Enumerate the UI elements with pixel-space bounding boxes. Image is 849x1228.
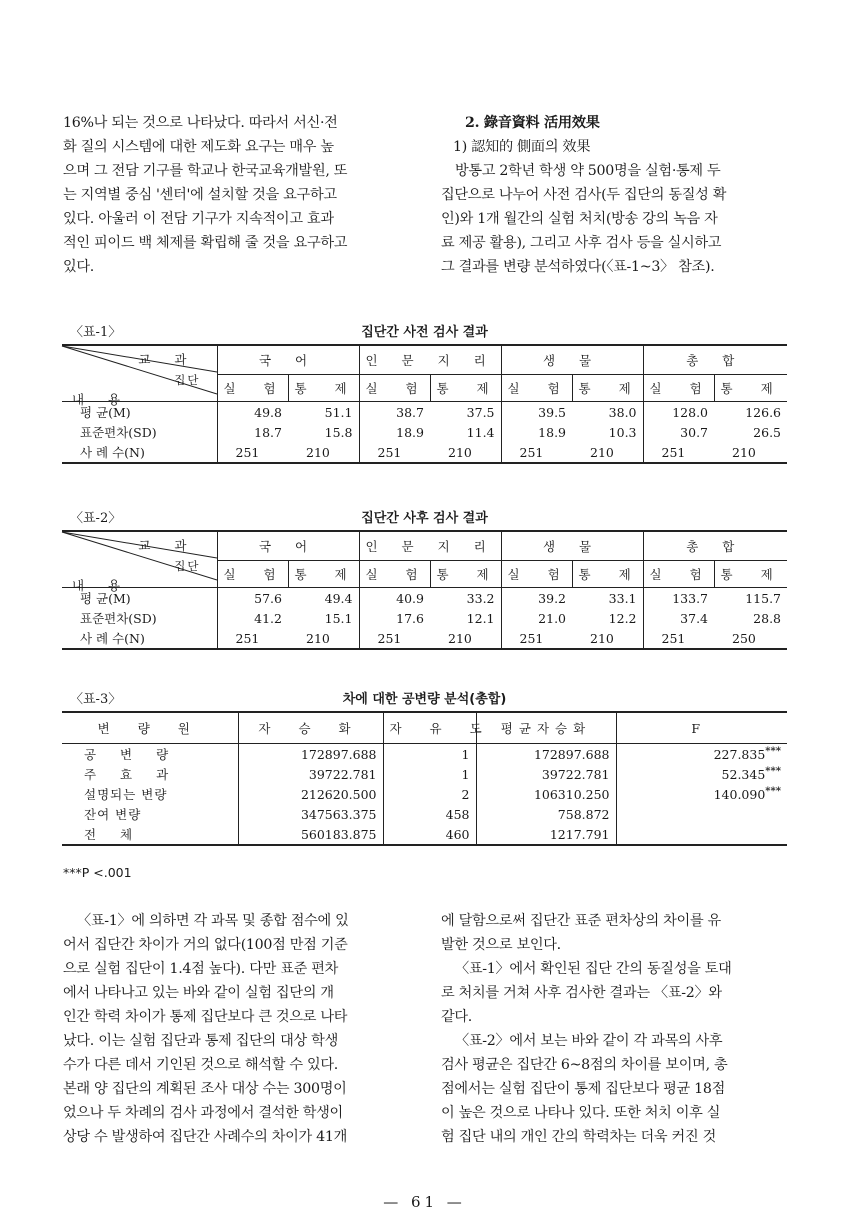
corner-group-label: 집단 xyxy=(174,373,201,387)
table2-caption xyxy=(62,507,787,525)
text-line: 에서 나타나고 있는 바와 같이 실험 집단의 개 xyxy=(63,985,334,1001)
text-line: 었으나 두 차례의 검사 과정에서 결석한 학생이 xyxy=(63,1105,343,1121)
text-line: 본래 양 집단의 계획된 조사 대상 수는 300명이 xyxy=(63,1081,347,1097)
subject-header: 생 물 xyxy=(501,345,643,375)
table3-ancova xyxy=(62,711,787,846)
table-cell: 49.4 xyxy=(288,588,359,609)
table-cell: 15.1 xyxy=(288,608,359,628)
table-row xyxy=(62,402,787,423)
text-line: 험 집단 내의 개인 간의 학력차는 더욱 커진 것 xyxy=(441,1129,716,1145)
column-header: F xyxy=(616,712,787,744)
table-cell: 38.7 xyxy=(396,404,424,420)
text-line: 적인 피이드 백 체제를 확립해 줄 것을 요구하고 xyxy=(63,235,348,251)
text-line: 났다. 이는 실험 집단과 통제 집단의 대상 학생 xyxy=(63,1033,338,1049)
table-cell: 39.2 xyxy=(538,590,567,606)
subject-header: 국 어 xyxy=(217,531,359,561)
text-line: 에 달함으로써 집단간 표준 편차상의 차이를 유 xyxy=(441,913,721,929)
subsection-heading: 1) 認知的 側面의 效果 xyxy=(453,139,591,155)
page-number: — 61 — xyxy=(383,1193,466,1211)
table-cell: 39722.781 xyxy=(476,764,616,784)
group-header: 실 험 xyxy=(359,375,430,402)
table-cell: 49.8 xyxy=(254,404,282,420)
table-cell: 40.9 xyxy=(396,590,424,606)
group-header: 실 험 xyxy=(359,561,430,588)
text-line: 으로 실험 집단이 1.4점 높다). 다만 표준 편차 xyxy=(63,961,339,977)
column-header: 변 량 원 xyxy=(62,712,238,744)
table-cell: 1 xyxy=(383,744,476,765)
paragraph-top-right xyxy=(441,111,793,279)
table-cell: 1 xyxy=(383,764,476,784)
table3-title: 차에 대한 공변량 분석(총합) xyxy=(342,692,507,707)
table-cell: 39.5 xyxy=(538,404,567,420)
table-cell: 250 xyxy=(714,628,787,649)
table-cell: 12.1 xyxy=(430,608,501,628)
text-line: 이 높은 것으로 나타나 있다. 또한 처치 이후 실 xyxy=(441,1105,721,1121)
table-cell: 11.4 xyxy=(430,422,501,442)
text-line: 같다. xyxy=(441,1009,473,1025)
table-cell: 33.1 xyxy=(572,588,643,609)
significance-marker: *** xyxy=(765,765,781,777)
group-header: 통 제 xyxy=(572,375,643,402)
table3-caption xyxy=(62,688,787,706)
column-header: 자 승 화 xyxy=(238,712,383,744)
row-label: 표준편차(SD) xyxy=(62,422,217,442)
table-row xyxy=(62,628,787,649)
table-cell: 210 xyxy=(572,628,643,649)
group-header: 통 제 xyxy=(288,561,359,588)
group-header: 실 험 xyxy=(501,561,572,588)
subject-header: 인 문 지 리 xyxy=(359,345,501,375)
row-label: 주 효 과 xyxy=(62,764,238,784)
row-label: 잔여 변량 xyxy=(62,804,238,824)
text-line: 상당 수 발생하여 집단간 사례수의 차이가 41개 xyxy=(63,1129,348,1145)
subject-header: 총 합 xyxy=(643,531,787,561)
table-cell: 460 xyxy=(383,824,476,845)
table1-pretest-results xyxy=(62,344,787,464)
text-line: 검사 평균은 집단간 6~8점의 차이를 보이며, 총 xyxy=(441,1057,728,1073)
table-cell: 18.9 xyxy=(538,424,567,440)
text-line: 그 결과를 변량 분석하였다(〈표-1~3〉 참조). xyxy=(441,259,715,275)
text-line: 로 처치를 거쳐 사후 검사한 결과는 〈표-2〉와 xyxy=(441,985,722,1001)
significance-marker: *** xyxy=(765,745,781,757)
table-cell: 251 xyxy=(359,442,430,463)
group-header: 실 험 xyxy=(217,561,288,588)
text-line: 는 지역별 중심 '센터'에 설치할 것을 요구하고 xyxy=(63,187,337,203)
f-value: 52.345 xyxy=(721,767,766,783)
table2-title: 집단간 사후 검사 결과 xyxy=(361,511,488,526)
f-value: 140.090 xyxy=(713,787,766,803)
table3-label: 〈표-3〉 xyxy=(70,692,122,707)
table-cell: 37.4 xyxy=(680,610,709,626)
group-header: 통 제 xyxy=(572,561,643,588)
paragraph-bottom-right xyxy=(441,909,793,1149)
subject-header: 생 물 xyxy=(501,531,643,561)
table-cell: 15.8 xyxy=(288,422,359,442)
group-header: 실 험 xyxy=(217,375,288,402)
table-cell: 39722.781 xyxy=(238,764,383,784)
table-cell: 172897.688 xyxy=(476,744,616,765)
table-cell xyxy=(616,764,787,784)
table-cell: 251 xyxy=(501,442,572,463)
table-row xyxy=(62,442,787,463)
table-cell: 210 xyxy=(288,442,359,463)
f-value: 227.835 xyxy=(713,747,766,763)
table-cell: 57.6 xyxy=(254,590,282,606)
table-cell: 30.7 xyxy=(680,424,709,440)
row-label: 평 균(M) xyxy=(62,402,217,423)
table2-label: 〈표-2〉 xyxy=(70,511,122,526)
table-cell: 115.7 xyxy=(745,590,782,606)
text-line: 으며 그 전담 기구를 학교나 한국교육개발원, 또 xyxy=(63,163,348,179)
table-cell: 38.0 xyxy=(572,402,643,423)
table-row xyxy=(62,422,787,442)
table-row xyxy=(62,588,787,609)
subject-header: 인 문 지 리 xyxy=(359,531,501,561)
row-label: 사 례 수(N) xyxy=(62,442,217,463)
table-cell: 18.9 xyxy=(396,424,424,440)
column-header: 평균자승화 xyxy=(476,712,616,744)
table-cell: 212620.500 xyxy=(238,784,383,804)
text-line: 료 제공 활용), 그리고 사후 검사 등을 실시하고 xyxy=(441,235,722,251)
table-cell: 133.7 xyxy=(672,590,709,606)
table2-corner-cell xyxy=(62,531,217,593)
group-header: 통 제 xyxy=(714,561,787,588)
table-cell: 12.2 xyxy=(572,608,643,628)
table-row xyxy=(62,744,787,765)
group-header: 통 제 xyxy=(430,375,501,402)
row-label: 평 균(M) xyxy=(62,588,217,609)
table-cell: 560183.875 xyxy=(238,824,383,845)
table-row xyxy=(62,784,787,804)
table-cell: 210 xyxy=(288,628,359,649)
text-line: 수가 다른 데서 기인된 것으로 해석할 수 있다. xyxy=(63,1057,338,1073)
corner-content-label: 내 용 xyxy=(72,392,131,407)
group-header: 실 험 xyxy=(501,375,572,402)
table-row xyxy=(62,824,787,845)
text-line: 집단으로 나누어 사전 검사(두 집단의 동질성 확 xyxy=(441,187,727,203)
subject-header: 국 어 xyxy=(217,345,359,375)
table-cell: 128.0 xyxy=(672,404,709,420)
table-row xyxy=(62,608,787,628)
text-line: 인)와 1개 월간의 실험 처치(방송 강의 녹음 자 xyxy=(441,211,718,227)
table-cell xyxy=(616,744,787,765)
table-cell xyxy=(616,784,787,804)
group-header: 통 제 xyxy=(288,375,359,402)
table-cell: 758.872 xyxy=(476,804,616,824)
table1-label: 〈표-1〉 xyxy=(70,325,122,340)
text-line: 어서 집단간 차이가 거의 없다(100점 만점 기준 xyxy=(63,937,348,953)
table-cell: 51.1 xyxy=(288,402,359,423)
text-line: 화 질의 시스템에 대한 제도화 요구는 매우 높 xyxy=(63,139,334,155)
table-cell: 251 xyxy=(217,628,288,649)
text-line: 있다. 아울러 이 전담 기구가 지속적이고 효과 xyxy=(63,211,334,227)
table1-title: 집단간 사전 검사 결과 xyxy=(361,325,488,340)
table-cell: 28.8 xyxy=(753,610,782,626)
table-cell: 210 xyxy=(430,628,501,649)
corner-content-label: 내 용 xyxy=(72,578,131,593)
corner-group-label: 집단 xyxy=(174,559,201,573)
text-line: 〈표-1〉에 의하면 각 과목 및 종합 점수에 있 xyxy=(77,913,349,929)
section-heading: 2. 錄音資料 活用效果 xyxy=(465,115,600,131)
table-cell: 37.5 xyxy=(430,402,501,423)
group-header: 통 제 xyxy=(714,375,787,402)
group-header: 실 험 xyxy=(643,375,714,402)
table-cell: 18.7 xyxy=(254,424,282,440)
significance-marker: *** xyxy=(765,785,781,797)
table-cell: 106310.250 xyxy=(476,784,616,804)
row-label: 사 례 수(N) xyxy=(62,628,217,649)
table-cell: 210 xyxy=(572,442,643,463)
table3-footnote: ***P <.001 xyxy=(63,865,132,880)
table-cell: 172897.688 xyxy=(238,744,383,765)
table-cell: 210 xyxy=(430,442,501,463)
row-label: 공 변 량 xyxy=(62,744,238,765)
table-cell: 26.5 xyxy=(753,424,782,440)
table1-caption xyxy=(62,321,787,339)
corner-subject-label: 교 과 xyxy=(138,352,197,367)
table-cell: 126.6 xyxy=(745,404,782,420)
paragraph-bottom-left xyxy=(63,909,415,1149)
row-label: 전 체 xyxy=(62,824,238,845)
table-cell: 41.2 xyxy=(254,610,282,626)
table-cell xyxy=(616,804,787,824)
text-line: 〈표-2〉에서 보는 바와 같이 각 과목의 사후 xyxy=(455,1033,723,1049)
subject-header: 총 합 xyxy=(643,345,787,375)
text-line: 방통고 2학년 학생 약 500명을 실험·통제 두 xyxy=(455,163,721,179)
table-cell: 21.0 xyxy=(538,610,567,626)
table-cell: 251 xyxy=(643,442,714,463)
text-line: 〈표-1〉에서 확인된 집단 간의 동질성을 토대 xyxy=(455,961,732,977)
paragraph-top-left xyxy=(63,111,415,279)
table-cell: 33.2 xyxy=(430,588,501,609)
table2-posttest-results xyxy=(62,530,787,650)
table1-corner-cell xyxy=(62,345,217,407)
table-cell: 10.3 xyxy=(572,422,643,442)
group-header: 통 제 xyxy=(430,561,501,588)
table-cell: 251 xyxy=(643,628,714,649)
group-header: 실 험 xyxy=(643,561,714,588)
text-line: 점에서는 실험 집단이 통제 집단보다 평균 18점 xyxy=(441,1081,726,1097)
table-cell: 251 xyxy=(217,442,288,463)
table-cell: 458 xyxy=(383,804,476,824)
text-line: 발한 것으로 보인다. xyxy=(441,937,561,953)
table-cell: 251 xyxy=(359,628,430,649)
row-label: 표준편차(SD) xyxy=(62,608,217,628)
text-line: 인간 학력 차이가 통제 집단보다 큰 것으로 나타 xyxy=(63,1009,348,1025)
text-line: 16%나 되는 것으로 나타났다. 따라서 서신·전 xyxy=(63,115,338,131)
table-row xyxy=(62,764,787,784)
table-cell: 210 xyxy=(714,442,787,463)
table-row xyxy=(62,804,787,824)
table-cell: 2 xyxy=(383,784,476,804)
column-header: 자 유 도 xyxy=(383,712,476,744)
table-cell: 251 xyxy=(501,628,572,649)
table-cell: 17.6 xyxy=(396,610,424,626)
table-cell xyxy=(616,824,787,845)
table-cell: 1217.791 xyxy=(476,824,616,845)
text-line: 있다. xyxy=(63,259,95,275)
table-cell: 347563.375 xyxy=(238,804,383,824)
row-label: 설명되는 변량 xyxy=(62,784,238,804)
corner-subject-label: 교 과 xyxy=(138,538,197,553)
